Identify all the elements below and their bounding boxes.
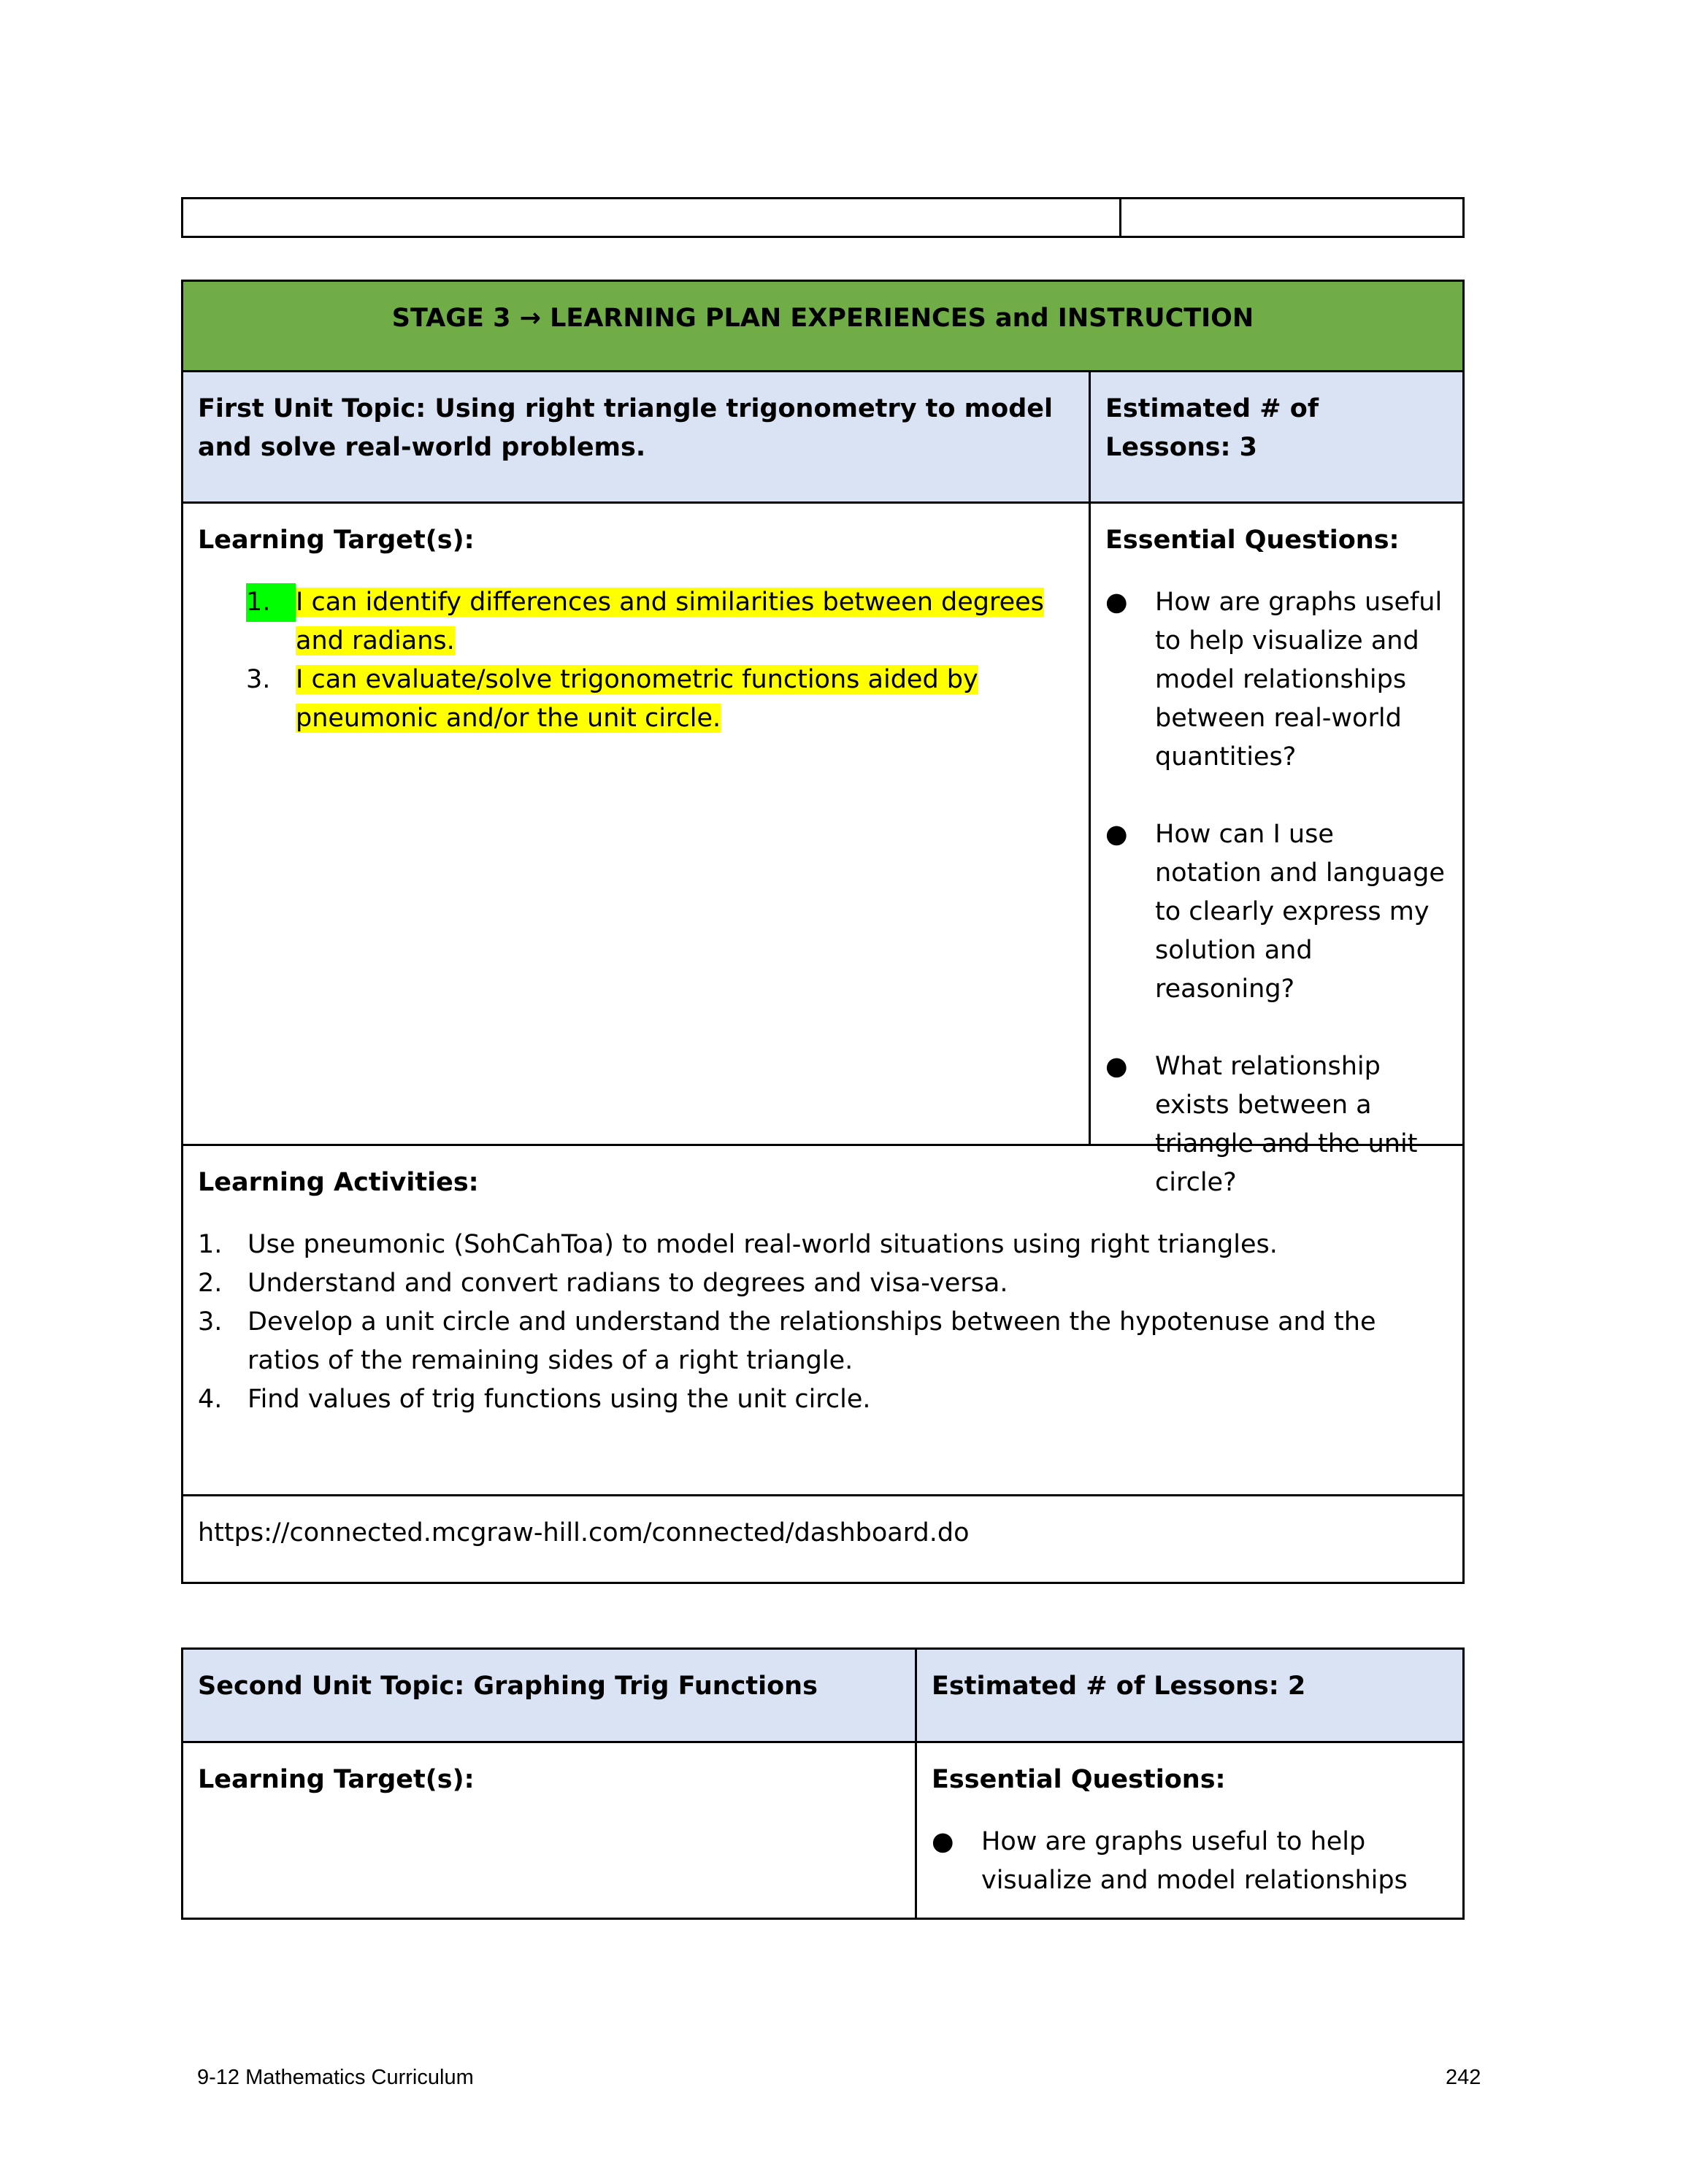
unit1-topic-cell bbox=[183, 372, 1091, 504]
unit1-target-text: I can evaluate/solve trigonometric functions aided by pneumonic and/or the unit circle. bbox=[296, 665, 978, 733]
unit1-activity-text: Understand and convert radians to degrees and visa-versa. bbox=[248, 1269, 1008, 1298]
unit1-target-num: 1. bbox=[246, 583, 296, 622]
unit1-topic: First Unit Topic: Using right triangle trigonometry to model and solve real-world problems. bbox=[198, 394, 1053, 462]
unit1-question-text: What relationship exists between a triangle and the unit circle? bbox=[1155, 1052, 1418, 1197]
unit1-activities-list bbox=[198, 1226, 1448, 1419]
bullet-icon: ● bbox=[1105, 820, 1128, 849]
unit1-lessons-cell bbox=[1091, 372, 1462, 504]
unit1-target-text: I can identify differences and similarities between degrees and radians. bbox=[296, 588, 1044, 655]
unit1-resource-link[interactable]: https://connected.mcgraw-hill.com/connected/dashboard.do bbox=[198, 1518, 970, 1547]
header-cell-2 bbox=[1124, 199, 1462, 236]
unit2-questions-heading: Essential Questions: bbox=[932, 1765, 1226, 1794]
unit1-questions-list bbox=[1105, 583, 1448, 1202]
unit1-target-item bbox=[246, 661, 1074, 738]
unit1-targets-cell bbox=[183, 504, 1091, 1146]
unit1-question-text: How can I use notation and language to clearly express my solution and reasoning? bbox=[1155, 820, 1445, 1004]
unit1-question-text: How are graphs useful to help visualize and model relationships between real-world quantities? bbox=[1155, 588, 1443, 772]
bullet-icon: ● bbox=[1105, 588, 1128, 617]
bullet-icon: ● bbox=[932, 1827, 954, 1856]
unit1-question-item bbox=[1105, 815, 1448, 1009]
unit2-topic-cell bbox=[183, 1650, 917, 1743]
stage-title: STAGE 3 → LEARNING PLAN EXPERIENCES and INSTRUCTION bbox=[391, 304, 1254, 333]
unit2-questions-cell bbox=[917, 1743, 1462, 1918]
unit1-activity-text: Use pneumonic (SohCahToa) to model real-world situations using right triangles. bbox=[248, 1230, 1278, 1259]
unit1-target-num: 3. bbox=[246, 665, 271, 694]
header-cell-1 bbox=[183, 199, 1121, 236]
unit1-lessons: Estimated # of Lessons: 3 bbox=[1105, 394, 1319, 462]
unit1-targets-heading: Learning Target(s): bbox=[198, 526, 475, 555]
unit1-activity-num: 3. bbox=[198, 1307, 223, 1337]
unit1-activity-item bbox=[198, 1226, 1448, 1264]
bullet-icon: ● bbox=[1105, 1052, 1128, 1081]
unit2-questions-list bbox=[932, 1823, 1448, 1900]
unit1-table bbox=[181, 280, 1465, 1584]
unit1-activity-num: 1. bbox=[198, 1230, 223, 1259]
unit2-targets-heading: Learning Target(s): bbox=[198, 1765, 475, 1794]
unit2-lessons: Estimated # of Lessons: 2 bbox=[932, 1672, 1306, 1701]
unit1-activity-text: Develop a unit circle and understand the relationships between the hypotenuse and the ratios of the remaining sides of a right triangle. bbox=[248, 1307, 1376, 1375]
unit1-activity-num: 4. bbox=[198, 1385, 223, 1414]
unit2-table bbox=[181, 1647, 1465, 1920]
unit1-activities-cell bbox=[183, 1146, 1462, 1496]
unit1-target-item bbox=[246, 583, 1074, 661]
unit1-activity-item bbox=[198, 1303, 1448, 1380]
unit1-activity-item bbox=[198, 1380, 1448, 1419]
unit2-topic: Second Unit Topic: Graphing Trig Functions bbox=[198, 1672, 818, 1701]
header-table bbox=[181, 197, 1465, 238]
unit1-activities-heading: Learning Activities: bbox=[198, 1168, 479, 1197]
unit2-question-text: How are graphs useful to help visualize and model relationships bbox=[981, 1827, 1408, 1895]
stage-banner bbox=[183, 282, 1462, 372]
unit1-questions-cell bbox=[1091, 504, 1462, 1197]
unit1-link-cell bbox=[183, 1496, 1462, 1582]
unit2-targets-cell bbox=[183, 1743, 917, 1918]
unit1-targets-list bbox=[246, 583, 1074, 738]
unit1-activity-text: Find values of trig functions using the unit circle. bbox=[248, 1385, 871, 1414]
unit1-question-item bbox=[1105, 583, 1448, 777]
page-number: 242 bbox=[1446, 2066, 1481, 2089]
unit1-questions-heading: Essential Questions: bbox=[1105, 526, 1400, 555]
footer-left: 9-12 Mathematics Curriculum bbox=[197, 2066, 474, 2089]
unit1-activity-num: 2. bbox=[198, 1269, 223, 1298]
unit2-question-item bbox=[932, 1823, 1448, 1900]
unit2-lessons-cell bbox=[917, 1650, 1462, 1743]
unit1-activity-item bbox=[198, 1264, 1448, 1303]
